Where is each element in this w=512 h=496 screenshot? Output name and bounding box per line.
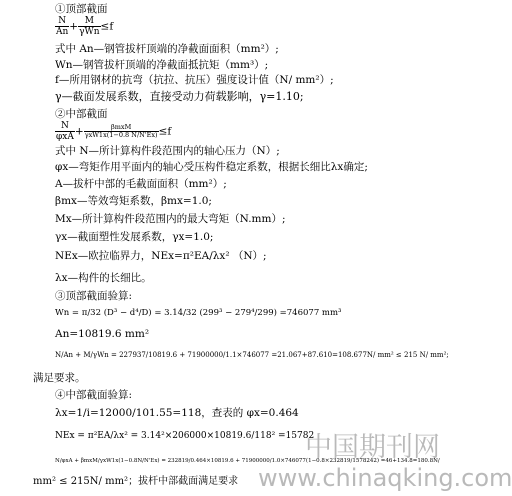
- s2-def-n: 式中 N—所计算构件段范围内的轴心压力（N）;: [55, 145, 280, 157]
- s2-formula: $\frac{N}{\text{φxA}}$ + $\frac{\text{βmxM}}{\text{γxW1x(1−0.8 N/N'Ex)}}$ ≤f: [56, 121, 172, 142]
- s1-def-wn: Wn—钢管拔杆顶端的净截面抵抗矩（mm³）;: [55, 59, 269, 71]
- s4-nex: NEx = π²EA/λx² = 3.14²×206000×10819.6/118² =15782: [55, 431, 315, 441]
- watermark-cn: 中国期刊网: [305, 432, 440, 463]
- s3-an-value: An=10819.6 mm²: [55, 328, 150, 340]
- s3-wn-formula: Wn = π/32 (D³ − d⁴/D) = 3.14/32 (299³ − 279⁴/299) =746077 mm³: [55, 308, 342, 318]
- watermark-url: www.chinaqking.com: [258, 464, 512, 492]
- s3-check: N/An + M/γWn = 227937/10819.6 + 71900000/1.1×746077 =21.067+87.610=108.677N/ mm² ≤ 215 N/ mm²;: [55, 351, 449, 359]
- s2-def-gammax: γx—截面塑性发展系数，γx=1.0;: [55, 231, 214, 243]
- s2-def-lambda: λx—构件的长细比。: [55, 272, 152, 284]
- s3-result: 满足要求。: [33, 372, 86, 384]
- s1-def-f: f—所用钢材的抗弯（抗拉、抗压）强度设计值（N/ mm²）;: [55, 74, 334, 86]
- s2-def-mx: Mx—所计算构件段范围内的最大弯矩（N.mm）;: [55, 213, 286, 225]
- s4-result: mm² ≤ 215N/ mm²；拔杆中部截面满足要求: [33, 476, 239, 487]
- s1-heading: ①顶部截面: [55, 3, 108, 15]
- s2-def-nex: NEx—欧拉临界力，NEx=π²EA/λx² （N）;: [55, 250, 267, 262]
- s4-heading: ④中部截面验算:: [55, 389, 133, 401]
- s4-check: N/φxA + βmxM/γxW1x(1−0.8N/N'Ex) = 232819/0.464×10819.6 + 71900000/1.0×746077(1−0.8×232819/1578242) =46+134.8=180.8N/: [55, 458, 440, 464]
- s4-lambda-line: λx=1/i=12000/101.55=118，查表的 φx=0.464: [55, 407, 299, 419]
- s1-def-an: 式中 An—钢管拔杆顶端的净截面面积（mm²）;: [55, 43, 279, 55]
- s3-heading: ③顶部截面验算:: [55, 290, 133, 302]
- s2-def-phi: φx—弯矩作用平面内的轴心受压构件稳定系数，根据长细比λx确定;: [55, 161, 368, 173]
- s2-heading: ②中部截面: [55, 108, 108, 120]
- s2-def-beta: βmx—等效弯矩系数，βmx=1.0;: [55, 195, 212, 207]
- s1-def-gamma: γ—截面发展系数，直接受动力荷载影响，γ=1.10;: [55, 90, 304, 103]
- s1-formula: $\frac{N}{An}$ + $\frac{M}{\text{γWn}}$ ≤f: [56, 16, 114, 37]
- s2-def-a: A—拔杆中部的毛截面面积（mm²）;: [55, 178, 227, 190]
